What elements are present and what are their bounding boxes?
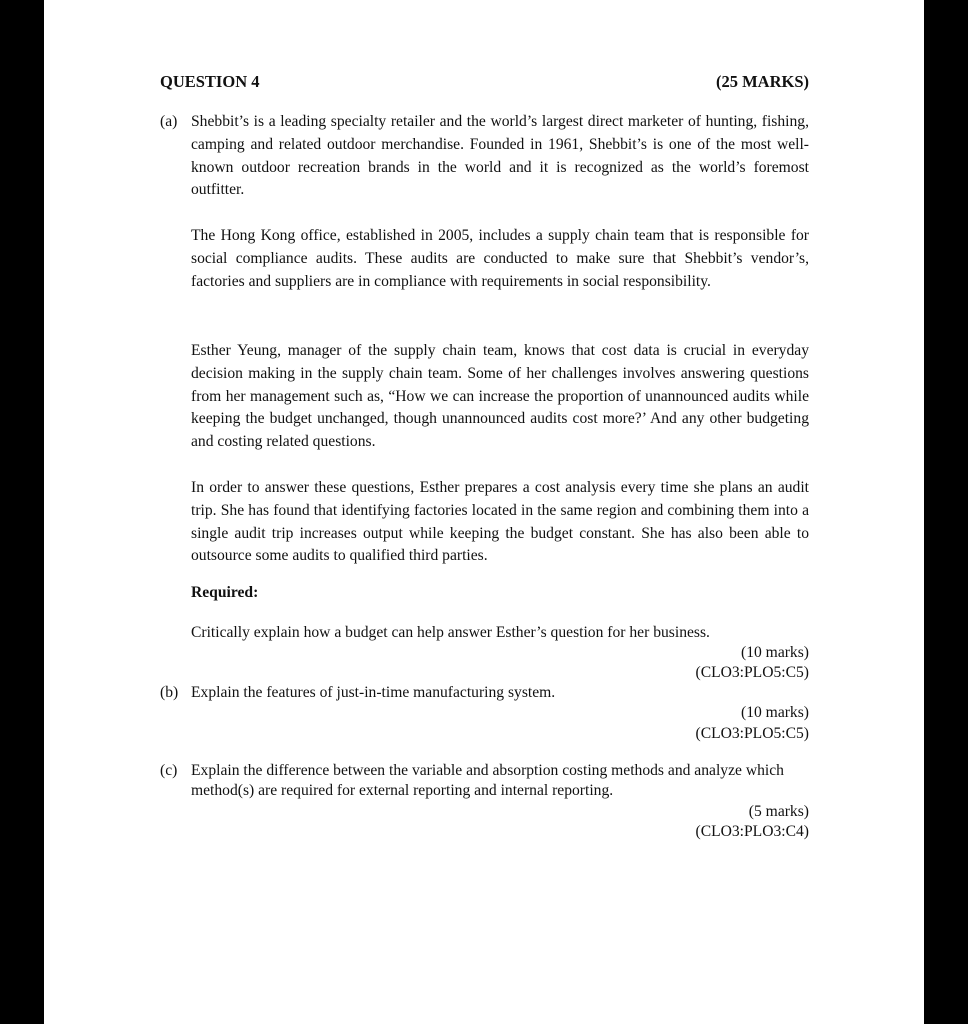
document-page bbox=[44, 0, 924, 1024]
required-heading: Required: bbox=[191, 584, 259, 601]
part-a-task: Critically explain how a budget can help answer Esther’s question for her business. bbox=[191, 624, 710, 641]
part-a-clo: (CLO3:PLO5:C5) bbox=[695, 664, 809, 681]
part-b-marks: (10 marks) bbox=[741, 704, 809, 721]
part-a-paragraph-1: Shebbit’s is a leading specialty retailer and the world’s largest direct marketer of hunting, fishing, camping and related outdoor merchandise. Founded in 1961, Shebbit’s is one of the most well-known outdoor recreation brands in the world and it is recognized as the world’s foremost outfitter. bbox=[191, 113, 809, 199]
part-c-task: Explain the difference between the variable and absorption costing methods and analyze which method(s) are required for external reporting and internal reporting. bbox=[191, 762, 784, 799]
part-a-paragraph-2: The Hong Kong office, established in 2005, includes a supply chain team that is responsible for social compliance audits. These audits are conducted to make sure that Shebbit’s vendor’s, factories and suppliers are in compliance with requirements in social responsibility. bbox=[191, 227, 809, 290]
question-title: QUESTION 4 bbox=[160, 72, 260, 91]
part-a-paragraph-4: In order to answer these questions, Esther prepares a cost analysis every time she plans an audit trip. She has found that identifying factories located in the same region and combining them into a single audit trip increases output while keeping the budget constant. She has also been able to outsource some audits to qualified third parties. bbox=[191, 479, 809, 565]
part-a-paragraph-3: Esther Yeung, manager of the supply chain team, knows that cost data is crucial in everyday decision making in the supply chain team. Some of her challenges involves answering questions from her management such as, “How we can increase the proportion of unannounced audits while keeping the budget unchanged, though unannounced audits cost more?’ And any other budgeting and costing related questions. bbox=[191, 342, 809, 451]
part-c-label: (c) bbox=[160, 762, 178, 779]
part-a-label: (a) bbox=[160, 113, 178, 130]
part-c-clo: (CLO3:PLO3:C4) bbox=[695, 823, 809, 840]
part-b-task: Explain the features of just-in-time manufacturing system. bbox=[191, 684, 556, 701]
question-total-marks: (25 MARKS) bbox=[715, 72, 809, 91]
part-b-label: (b) bbox=[160, 684, 179, 701]
part-b-clo: (CLO3:PLO5:C5) bbox=[695, 725, 809, 742]
part-c-marks: (5 marks) bbox=[748, 803, 809, 820]
part-a-marks: (10 marks) bbox=[741, 644, 809, 661]
